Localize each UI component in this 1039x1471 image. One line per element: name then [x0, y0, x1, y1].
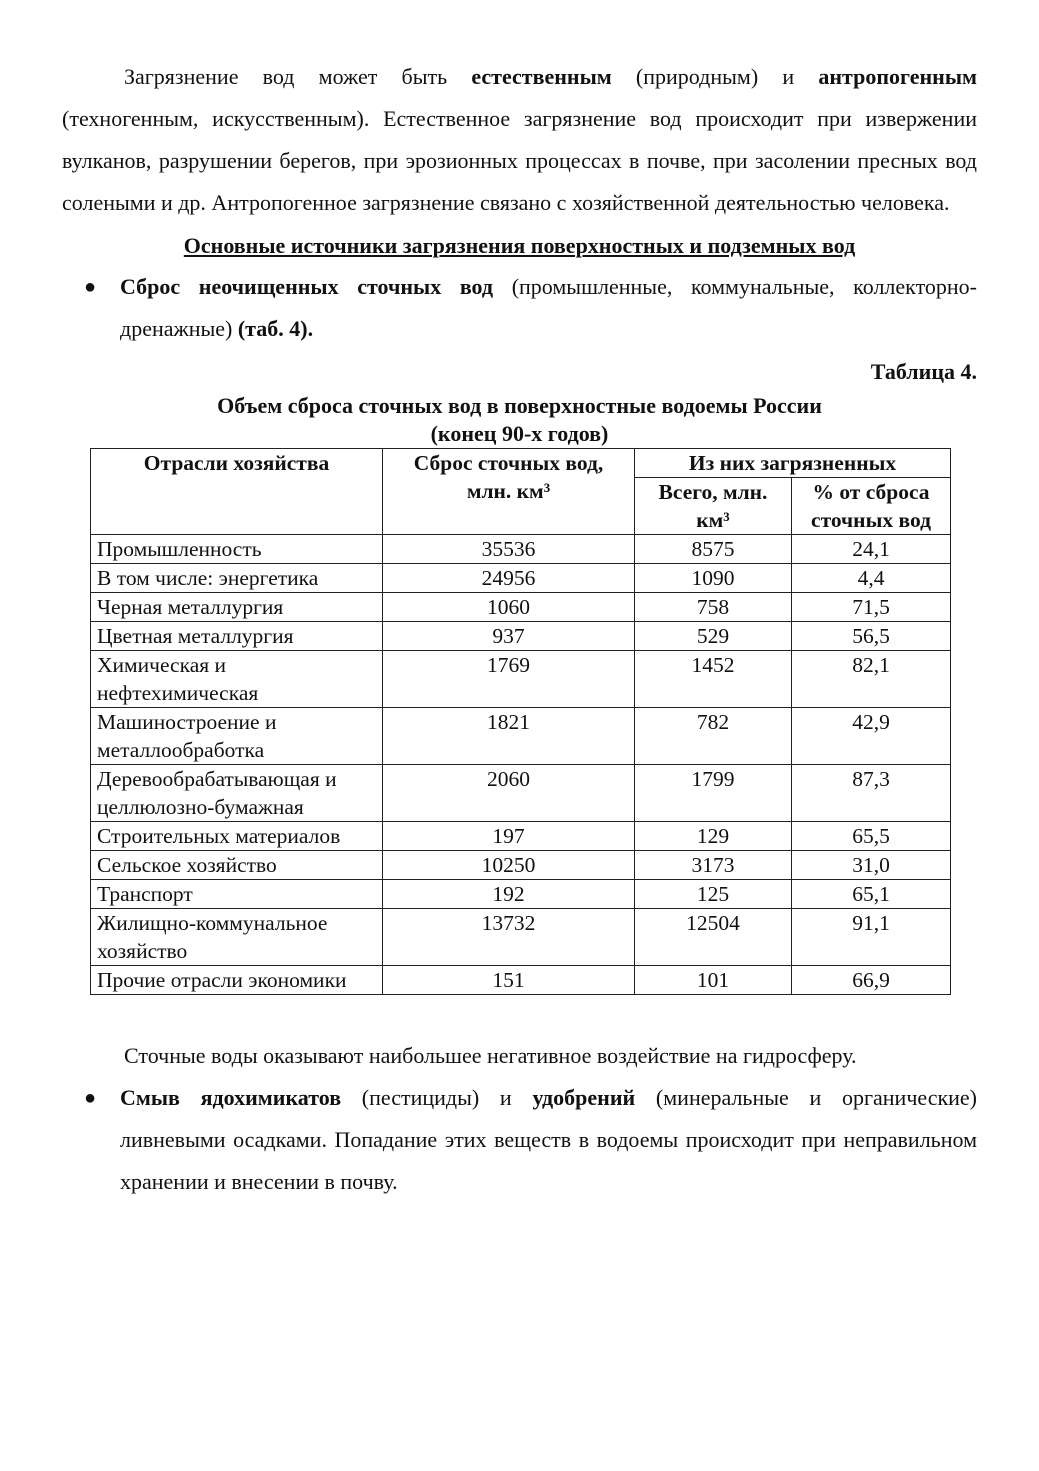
- table-row: [91, 765, 951, 822]
- bullet-pesticides: [62, 1077, 977, 1203]
- header-total: Всего, млн. км³: [635, 478, 792, 535]
- cell-branch: Промышленность: [91, 535, 383, 564]
- header-percent: % от сброса сточных вод: [792, 478, 951, 535]
- after-table-text: Сточные воды оказывают наибольшее негативное воздействие на гидросферу.: [124, 1043, 857, 1068]
- bullet-wastewater-bold: Сброс неочищенных сточных вод: [120, 274, 494, 299]
- cell-percent: 24,1: [792, 535, 951, 564]
- intro-bold-anthropogenic: антропогенным: [818, 64, 977, 89]
- cell-percent: 82,1: [792, 651, 951, 708]
- cell-branch: Деревообрабатывающая и целлюлозно-бумажная: [91, 765, 383, 822]
- table-row: [91, 593, 951, 622]
- cell-discharge: 937: [383, 622, 635, 651]
- table-row: [91, 564, 951, 593]
- cell-discharge: 24956: [383, 564, 635, 593]
- cell-discharge: 13732: [383, 909, 635, 966]
- cell-discharge: 1060: [383, 593, 635, 622]
- cell-total: 1452: [635, 651, 792, 708]
- cell-branch: Машиностроение и металлообработка: [91, 708, 383, 765]
- cell-percent: 4,4: [792, 564, 951, 593]
- table-row: [91, 851, 951, 880]
- cell-total: 129: [635, 822, 792, 851]
- cell-discharge: 2060: [383, 765, 635, 822]
- document-page: [62, 56, 977, 1203]
- table-title-line2: (конец 90-х годов): [430, 421, 609, 446]
- intro-text-3: (техногенным, искусственным). Естественное загрязнение вод происходит при извержении вулканов, разрушении берегов, при эрозионных процессах в почве, при засолении пресных вод солеными и др. Антропогенное загрязнение связано с хозяйственной деятельностью человека.: [62, 106, 977, 215]
- table-reference: (таб. 4).: [237, 316, 314, 341]
- cell-discharge: 192: [383, 880, 635, 909]
- header-discharge: Сброс сточных вод, млн. км³: [383, 449, 635, 535]
- table-title-line1: Объем сброса сточных вод в поверхностные водоемы России: [217, 393, 822, 418]
- bullet-fertilizers-bold: удобрений: [532, 1085, 636, 1110]
- cell-percent: 91,1: [792, 909, 951, 966]
- cell-percent: 71,5: [792, 593, 951, 622]
- cell-discharge: 1821: [383, 708, 635, 765]
- cell-percent: 65,1: [792, 880, 951, 909]
- cell-branch: Черная металлургия: [91, 593, 383, 622]
- cell-branch: Цветная металлургия: [91, 622, 383, 651]
- header-branch: Отрасли хозяйства: [91, 449, 383, 535]
- bullet-dot-icon: ●: [84, 1087, 97, 1109]
- cell-total: 1090: [635, 564, 792, 593]
- cell-discharge: 1769: [383, 651, 635, 708]
- section-heading: Основные источники загрязнения поверхностных и подземных вод: [183, 233, 856, 258]
- cell-discharge: 151: [383, 966, 635, 995]
- table-body: [91, 535, 951, 995]
- cell-total: 3173: [635, 851, 792, 880]
- table-row: [91, 880, 951, 909]
- cell-discharge: 197: [383, 822, 635, 851]
- cell-total: 101: [635, 966, 792, 995]
- intro-text-1: Загрязнение вод может быть: [124, 64, 472, 89]
- intro-text-2: (природным) и: [611, 64, 819, 89]
- cell-branch: В том числе: энергетика: [91, 564, 383, 593]
- cell-discharge: 10250: [383, 851, 635, 880]
- table-row: [91, 651, 951, 708]
- table-row: [91, 535, 951, 564]
- header-polluted: Из них загрязненных: [635, 449, 951, 478]
- cell-total: 529: [635, 622, 792, 651]
- bullet-pesticides-plain-2: (минеральные и органические) ливневыми осадками. Попадание этих веществ в водоемы происходит при неправильном хранении и внесении в почву.: [120, 1085, 978, 1194]
- table-row: [91, 622, 951, 651]
- intro-paragraph: [62, 56, 977, 224]
- cell-total: 1799: [635, 765, 792, 822]
- bullet-pesticides-bold: Смыв ядохимикатов: [120, 1085, 342, 1110]
- cell-total: 12504: [635, 909, 792, 966]
- cell-branch: Строительных материалов: [91, 822, 383, 851]
- cell-branch: Жилищно-коммунальное хозяйство: [91, 909, 383, 966]
- cell-branch: Сельское хозяйство: [91, 851, 383, 880]
- table-row: [91, 708, 951, 765]
- intro-bold-natural: естественным: [471, 64, 612, 89]
- cell-total: 125: [635, 880, 792, 909]
- cell-total: 758: [635, 593, 792, 622]
- bullet-dot-icon: ●: [84, 276, 97, 298]
- cell-percent: 31,0: [792, 851, 951, 880]
- cell-branch: Транспорт: [91, 880, 383, 909]
- cell-branch: Прочие отрасли экономики: [91, 966, 383, 995]
- cell-discharge: 35536: [383, 535, 635, 564]
- bullet-wastewater-text: [120, 266, 977, 350]
- table-row: [91, 966, 951, 995]
- bullet-wastewater: [62, 266, 977, 350]
- table-label: Таблица 4.: [870, 359, 977, 384]
- cell-percent: 42,9: [792, 708, 951, 765]
- bullet-pesticides-text: [120, 1077, 977, 1203]
- cell-percent: 56,5: [792, 622, 951, 651]
- cell-total: 782: [635, 708, 792, 765]
- cell-branch: Химическая и нефтехимическая: [91, 651, 383, 708]
- bullet-pesticides-plain-1: (пестициды) и: [341, 1085, 533, 1110]
- cell-percent: 87,3: [792, 765, 951, 822]
- cell-percent: 65,5: [792, 822, 951, 851]
- table-row: [91, 909, 951, 966]
- wastewater-table: [90, 448, 951, 995]
- cell-total: 8575: [635, 535, 792, 564]
- table-row: [91, 822, 951, 851]
- cell-percent: 66,9: [792, 966, 951, 995]
- bullet-wastewater-plain: (промышленные, коммунальные, коллекторно-дренажные): [120, 274, 977, 341]
